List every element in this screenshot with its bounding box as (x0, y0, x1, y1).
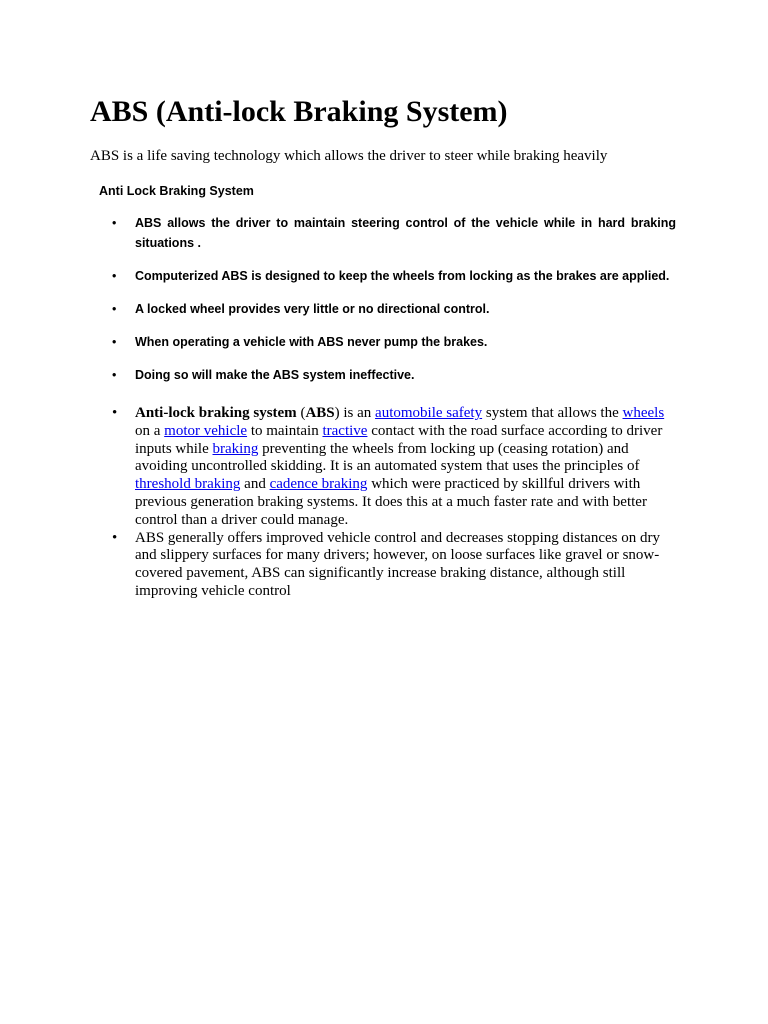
section-subheading: Anti Lock Braking System (99, 184, 254, 198)
bullet-icon: • (112, 302, 117, 316)
paragraph-text: which were practiced by skillful drivers with previous generation braking systems. It does this at a much faster rate and with better control than a driver could manage. (135, 476, 647, 528)
list-item (0, 365, 676, 385)
paragraph-text: preventing the wheels from locking up (ceasing rotation) and avoiding uncontrolled skidding. It is an automated system that uses the principles of (135, 440, 640, 475)
paragraph-text: to maintain (247, 422, 323, 439)
list-item (0, 332, 676, 352)
key-points-list (0, 213, 768, 398)
tractive-link[interactable]: tractive (322, 422, 368, 439)
list-item (0, 213, 676, 253)
list-item-text: Computerized ABS is designed to keep the wheels from locking as the brakes are applied. (135, 269, 670, 283)
paragraph-text: ABS generally offers improved vehicle control and decreases stopping distances on dry and slippery surfaces for many drivers; however, on loose surfaces like gravel or snow-covered pavement, ABS can significantly increase braking distance, although still improving vehicle control (135, 529, 660, 599)
paragraph-text: and (240, 476, 270, 493)
list-item-text: ABS allows the driver to maintain steering control of the vehicle while in hard braking situations . (135, 216, 676, 250)
wheels-link[interactable]: wheels (622, 405, 665, 421)
bullet-icon: • (112, 335, 117, 349)
bullet-icon: • (112, 405, 118, 421)
page-title: ABS (Anti-lock Braking System) (90, 95, 508, 128)
term-bold: Anti-lock braking system (135, 405, 297, 421)
bullet-icon: • (112, 368, 117, 382)
list-item (0, 299, 676, 319)
list-item-text: Doing so will make the ABS system ineffective. (135, 368, 415, 382)
abbr-bold: ABS (305, 405, 335, 421)
paragraph-text: contact with the road surface according to driver inputs while (135, 422, 663, 457)
paragraph-text: ) is an (334, 405, 376, 421)
intro-paragraph: ABS is a life saving technology which allows the driver to steer while braking heavily (90, 148, 608, 164)
list-item (0, 405, 670, 530)
bullet-icon: • (112, 529, 118, 546)
motor-vehicle-link[interactable]: motor vehicle (164, 422, 248, 439)
threshold-braking-link[interactable]: threshold braking (135, 476, 241, 493)
paragraph-text: system that allows the (482, 405, 623, 421)
paragraph-text: ( (296, 405, 306, 421)
list-item (0, 266, 676, 286)
description-list (0, 405, 768, 601)
list-item-text: When operating a vehicle with ABS never pump the brakes. (135, 335, 488, 349)
automobile-safety-link[interactable]: automobile safety (375, 405, 483, 421)
list-item-text: A locked wheel provides very little or no directional control. (135, 302, 490, 316)
list-item (0, 530, 670, 601)
braking-link[interactable]: braking (212, 440, 259, 457)
paragraph-text: on a (135, 422, 165, 439)
bullet-icon: • (112, 216, 117, 230)
bullet-icon: • (112, 269, 117, 283)
cadence-braking-link[interactable]: cadence braking (269, 476, 368, 493)
